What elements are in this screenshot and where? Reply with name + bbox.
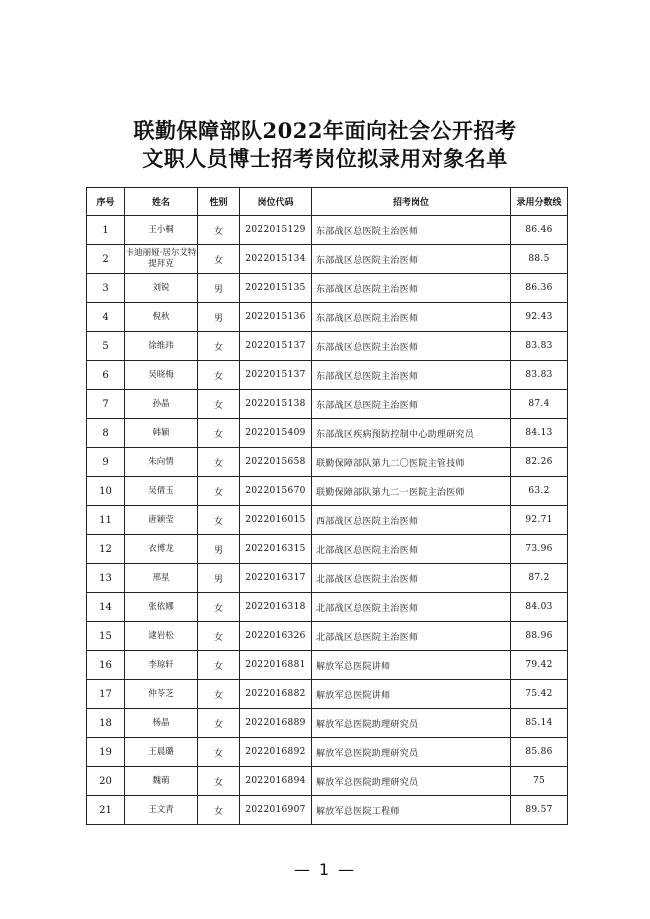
row-score: 87.4 bbox=[511, 390, 568, 419]
row-name: 王小桐 bbox=[125, 216, 198, 245]
row-position: 解放军总医院讲师 bbox=[312, 680, 511, 709]
table-row bbox=[87, 738, 568, 767]
row-seq: 2 bbox=[87, 245, 125, 274]
row-seq: 3 bbox=[87, 274, 125, 303]
row-gender: 男 bbox=[198, 535, 240, 564]
row-position: 西部战区总医院主治医师 bbox=[312, 506, 511, 535]
row-position-code: 2022016317 bbox=[240, 564, 312, 593]
row-position: 解放军总医院讲师 bbox=[312, 651, 511, 680]
row-name: 魏萌 bbox=[125, 767, 198, 796]
row-name: 卡迪丽娅·居尔艾特提拜克 bbox=[125, 245, 198, 274]
row-seq: 19 bbox=[87, 738, 125, 767]
row-gender: 女 bbox=[198, 651, 240, 680]
row-gender: 女 bbox=[198, 593, 240, 622]
row-seq: 16 bbox=[87, 651, 125, 680]
row-seq: 21 bbox=[87, 796, 125, 825]
admission-list-table bbox=[86, 187, 568, 825]
row-gender: 女 bbox=[198, 245, 240, 274]
row-gender: 女 bbox=[198, 767, 240, 796]
row-seq: 15 bbox=[87, 622, 125, 651]
row-name: 王晨璐 bbox=[125, 738, 198, 767]
row-name: 王文青 bbox=[125, 796, 198, 825]
row-position-code: 2022016892 bbox=[240, 738, 312, 767]
row-position-code: 2022015135 bbox=[240, 274, 312, 303]
row-name: 李琼轩 bbox=[125, 651, 198, 680]
row-name: 倪秋 bbox=[125, 303, 198, 332]
row-name: 仲苓芝 bbox=[125, 680, 198, 709]
row-score: 63.2 bbox=[511, 477, 568, 506]
row-seq: 9 bbox=[87, 448, 125, 477]
row-position-code: 2022016882 bbox=[240, 680, 312, 709]
row-position-code: 2022016889 bbox=[240, 709, 312, 738]
row-score: 84.03 bbox=[511, 593, 568, 622]
row-position: 联勤保障部队第九二〇医院主管技师 bbox=[312, 448, 511, 477]
row-gender: 男 bbox=[198, 274, 240, 303]
row-score: 83.83 bbox=[511, 361, 568, 390]
row-score: 79.42 bbox=[511, 651, 568, 680]
row-seq: 18 bbox=[87, 709, 125, 738]
row-gender: 女 bbox=[198, 448, 240, 477]
header-score: 录用分数线 bbox=[511, 188, 568, 216]
row-seq: 11 bbox=[87, 506, 125, 535]
row-name: 吴倩玉 bbox=[125, 477, 198, 506]
table-row bbox=[87, 535, 568, 564]
row-name: 唐颖莹 bbox=[125, 506, 198, 535]
row-position: 北部战区总医院主治医师 bbox=[312, 622, 511, 651]
row-position: 解放军总医院助理研究员 bbox=[312, 738, 511, 767]
row-score: 86.36 bbox=[511, 274, 568, 303]
row-seq: 20 bbox=[87, 767, 125, 796]
row-name: 孙晶 bbox=[125, 390, 198, 419]
row-seq: 4 bbox=[87, 303, 125, 332]
row-score: 83.83 bbox=[511, 332, 568, 361]
row-score: 89.57 bbox=[511, 796, 568, 825]
row-gender: 女 bbox=[198, 738, 240, 767]
row-seq: 10 bbox=[87, 477, 125, 506]
row-score: 86.46 bbox=[511, 216, 568, 245]
row-gender: 女 bbox=[198, 477, 240, 506]
table-header-row bbox=[87, 188, 568, 216]
table-row bbox=[87, 680, 568, 709]
table-row bbox=[87, 390, 568, 419]
table-row bbox=[87, 767, 568, 796]
row-position-code: 2022016894 bbox=[240, 767, 312, 796]
row-score: 92.71 bbox=[511, 506, 568, 535]
row-gender: 女 bbox=[198, 796, 240, 825]
table-row bbox=[87, 477, 568, 506]
header-position: 招考岗位 bbox=[312, 188, 511, 216]
row-position-code: 2022015129 bbox=[240, 216, 312, 245]
table-row bbox=[87, 274, 568, 303]
row-position: 东部战区疾病预防控制中心助理研究员 bbox=[312, 419, 511, 448]
document-title-line-1: 联勤保障部队2022年面向社会公开招考 bbox=[133, 118, 517, 143]
row-position-code: 2022016326 bbox=[240, 622, 312, 651]
row-gender: 女 bbox=[198, 680, 240, 709]
row-seq: 8 bbox=[87, 419, 125, 448]
row-gender: 女 bbox=[198, 216, 240, 245]
row-name: 吴晓梅 bbox=[125, 361, 198, 390]
row-name: 徐维玮 bbox=[125, 332, 198, 361]
table-row bbox=[87, 709, 568, 738]
row-score: 92.43 bbox=[511, 303, 568, 332]
row-score: 73.96 bbox=[511, 535, 568, 564]
row-position-code: 2022015658 bbox=[240, 448, 312, 477]
row-seq: 13 bbox=[87, 564, 125, 593]
table-body bbox=[87, 216, 568, 825]
row-position-code: 2022016015 bbox=[240, 506, 312, 535]
row-position: 解放军总医院助理研究员 bbox=[312, 767, 511, 796]
row-position-code: 2022015137 bbox=[240, 361, 312, 390]
table-row bbox=[87, 593, 568, 622]
table-row bbox=[87, 419, 568, 448]
row-name: 杨晶 bbox=[125, 709, 198, 738]
header-position-code: 岗位代码 bbox=[240, 188, 312, 216]
row-score: 85.14 bbox=[511, 709, 568, 738]
row-position-code: 2022015409 bbox=[240, 419, 312, 448]
row-seq: 1 bbox=[87, 216, 125, 245]
row-position-code: 2022015134 bbox=[240, 245, 312, 274]
table-row bbox=[87, 622, 568, 651]
row-position: 解放军总医院助理研究员 bbox=[312, 709, 511, 738]
table-row bbox=[87, 448, 568, 477]
table-row bbox=[87, 506, 568, 535]
header-gender: 性别 bbox=[198, 188, 240, 216]
row-gender: 女 bbox=[198, 419, 240, 448]
row-name: 刘锐 bbox=[125, 274, 198, 303]
row-score: 84.13 bbox=[511, 419, 568, 448]
row-score: 87.2 bbox=[511, 564, 568, 593]
row-gender: 男 bbox=[198, 564, 240, 593]
row-score: 88.96 bbox=[511, 622, 568, 651]
row-score: 82.26 bbox=[511, 448, 568, 477]
row-position: 东部战区总医院主治医师 bbox=[312, 332, 511, 361]
row-position: 东部战区总医院主治医师 bbox=[312, 245, 511, 274]
row-name: 邢星 bbox=[125, 564, 198, 593]
table-row bbox=[87, 245, 568, 274]
table-row bbox=[87, 796, 568, 825]
row-position-code: 2022015136 bbox=[240, 303, 312, 332]
row-position: 北部战区总医院主治医师 bbox=[312, 593, 511, 622]
row-position: 北部战区总医院主治医师 bbox=[312, 564, 511, 593]
table-row bbox=[87, 216, 568, 245]
row-gender: 男 bbox=[198, 303, 240, 332]
row-position-code: 2022016315 bbox=[240, 535, 312, 564]
row-position-code: 2022015670 bbox=[240, 477, 312, 506]
row-position: 东部战区总医院主治医师 bbox=[312, 274, 511, 303]
row-position-code: 2022016907 bbox=[240, 796, 312, 825]
row-score: 88.5 bbox=[511, 245, 568, 274]
row-position: 北部战区总医院主治医师 bbox=[312, 535, 511, 564]
row-position: 东部战区总医院主治医师 bbox=[312, 361, 511, 390]
row-seq: 17 bbox=[87, 680, 125, 709]
row-position: 解放军总医院工程师 bbox=[312, 796, 511, 825]
row-seq: 12 bbox=[87, 535, 125, 564]
row-name: 逮岩松 bbox=[125, 622, 198, 651]
row-gender: 女 bbox=[198, 390, 240, 419]
row-name: 张依娜 bbox=[125, 593, 198, 622]
row-seq: 6 bbox=[87, 361, 125, 390]
header-seq: 序号 bbox=[87, 188, 125, 216]
row-name: 衣博龙 bbox=[125, 535, 198, 564]
document-title-line-2: 文职人员博士招考岗位拟录用对象名单 bbox=[142, 146, 508, 171]
row-seq: 7 bbox=[87, 390, 125, 419]
row-score: 75.42 bbox=[511, 680, 568, 709]
row-position-code: 2022016318 bbox=[240, 593, 312, 622]
row-position-code: 2022015138 bbox=[240, 390, 312, 419]
row-position-code: 2022015137 bbox=[240, 332, 312, 361]
row-gender: 女 bbox=[198, 332, 240, 361]
row-gender: 女 bbox=[198, 361, 240, 390]
table-row bbox=[87, 651, 568, 680]
table-row bbox=[87, 303, 568, 332]
page-number: — 1 — bbox=[293, 860, 357, 879]
row-score: 85.86 bbox=[511, 738, 568, 767]
row-position: 联勤保障部队第九二一医院主治医师 bbox=[312, 477, 511, 506]
row-gender: 女 bbox=[198, 709, 240, 738]
row-position: 东部战区总医院主治医师 bbox=[312, 390, 511, 419]
row-seq: 14 bbox=[87, 593, 125, 622]
row-name: 韩颖 bbox=[125, 419, 198, 448]
row-gender: 女 bbox=[198, 622, 240, 651]
row-gender: 女 bbox=[198, 506, 240, 535]
row-position-code: 2022016881 bbox=[240, 651, 312, 680]
row-position: 东部战区总医院主治医师 bbox=[312, 216, 511, 245]
row-name: 朱向情 bbox=[125, 448, 198, 477]
table-row bbox=[87, 361, 568, 390]
row-seq: 5 bbox=[87, 332, 125, 361]
table-row bbox=[87, 332, 568, 361]
header-name: 姓名 bbox=[125, 188, 198, 216]
table-row bbox=[87, 564, 568, 593]
row-position: 东部战区总医院主治医师 bbox=[312, 303, 511, 332]
row-score: 75 bbox=[511, 767, 568, 796]
